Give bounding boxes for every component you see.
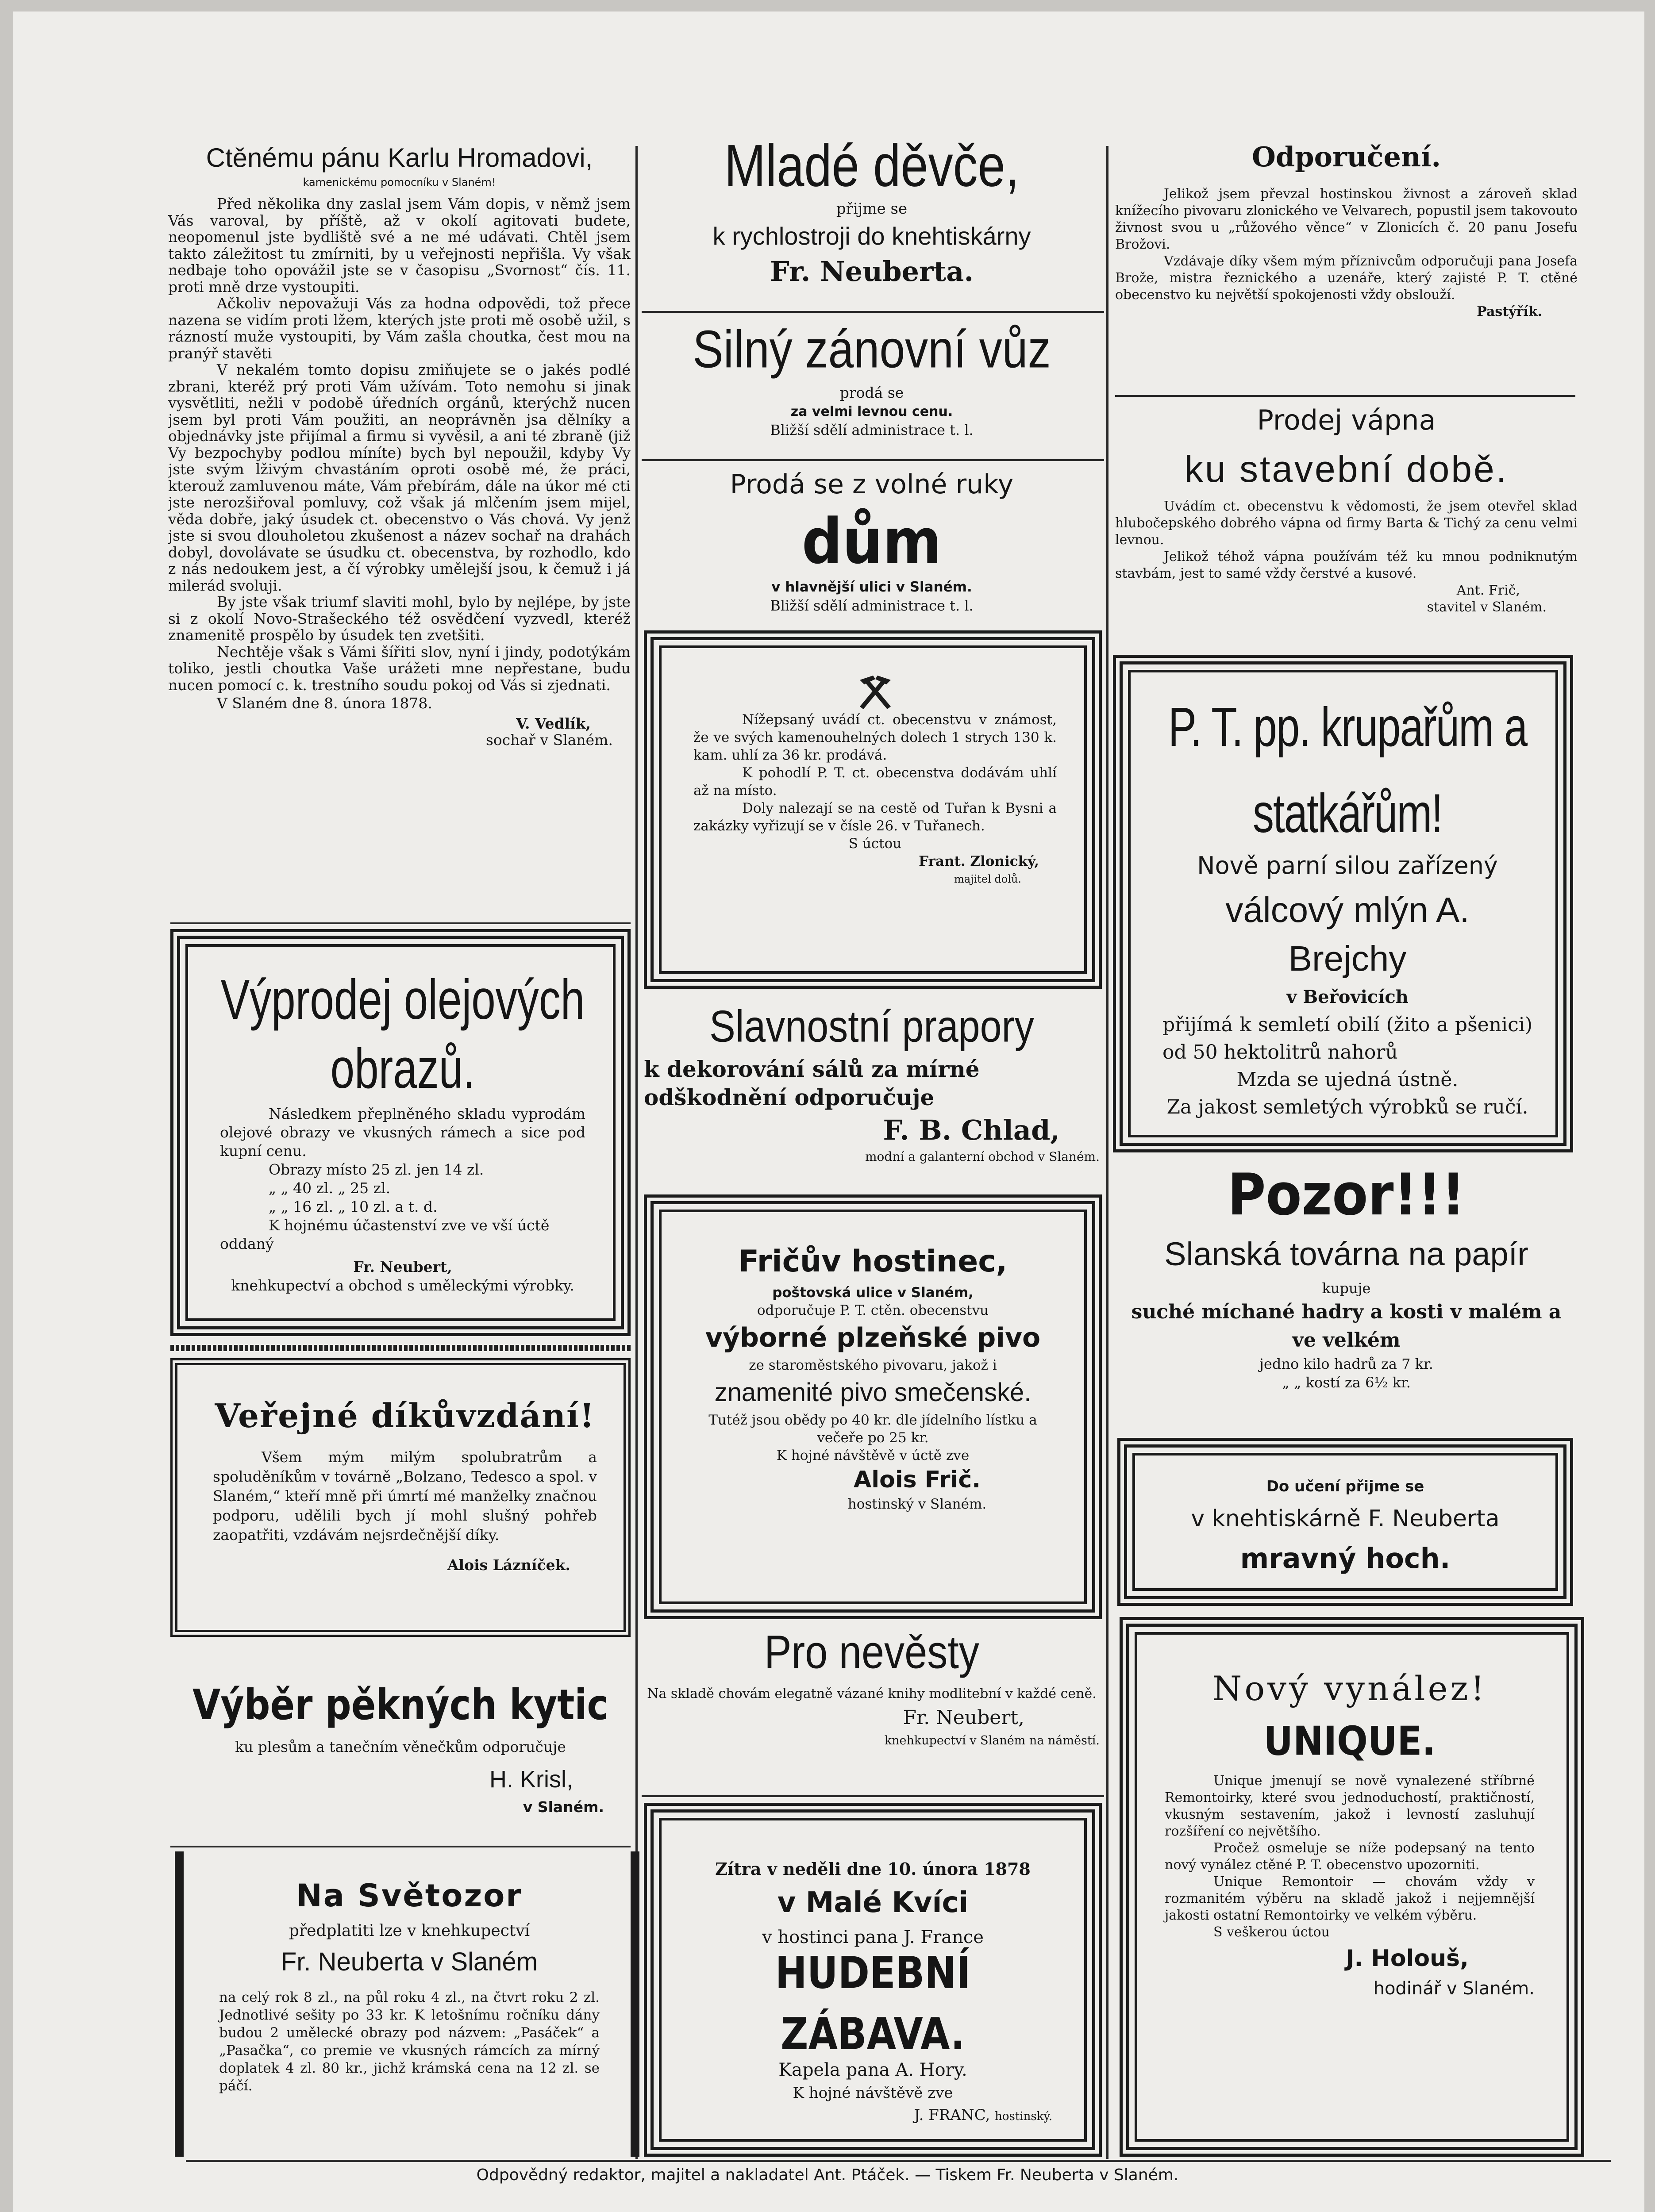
paintings-signature-role: knehkupectví a obchod s uměleckými výrobky. bbox=[231, 1277, 574, 1294]
column-rule-2 bbox=[1106, 146, 1108, 2159]
paintings-closing: K hojnému účastenství zve ve vší úctě oddaný bbox=[220, 1217, 550, 1252]
dance-signature-name: J. FRANC, bbox=[914, 2106, 990, 2124]
lime-signature-role: stavitel v Slaném. bbox=[1427, 599, 1547, 615]
house-title: Prodá se z volné ruky bbox=[730, 469, 1014, 500]
inn-signature: Alois Frič. bbox=[854, 1467, 981, 1493]
coal-greeting: S úctou bbox=[848, 836, 902, 852]
flowers-signature: H. Krisl, bbox=[489, 1766, 573, 1793]
brides-ad bbox=[639, 1624, 1104, 1796]
paintings-price-row: Obrazy místo 25 zl. jen 14 zl. bbox=[269, 1161, 484, 1178]
separator-double bbox=[170, 1345, 631, 1351]
girl-title: Mladé děvče, bbox=[724, 133, 1020, 199]
car-line: prodá se bbox=[839, 384, 904, 401]
mill-line: Nově parní silou zařízený bbox=[1197, 852, 1498, 879]
recommendation-signature: Pastýřík. bbox=[1477, 304, 1542, 319]
paintings-text: Následkem přeplněného skladu vyprodám olejové obrazy ve vkusných rámech a sice pod kupní cenu. bbox=[220, 1105, 585, 1160]
apprentice-line: Do učení přijme se bbox=[1266, 1478, 1424, 1495]
brides-text: Na skladě chovám elegatně vázané knihy modlitební v každé ceně. bbox=[647, 1686, 1097, 1701]
thanks-title: Veřejné díkůvzdání! bbox=[215, 1397, 595, 1435]
lime-text: Jelikož téhož vápna používám též ku mnou podniknutým stavbám, jest to samé vždy čerstvé a kusové. bbox=[1115, 549, 1578, 581]
mill-name: válcový mlýn A. Brejchy bbox=[1225, 890, 1470, 978]
unique-signature: J. Holouš, bbox=[1346, 1945, 1469, 1972]
paintings-price-row: „ „ 40 zl. „ 25 zl. bbox=[269, 1179, 391, 1197]
paintings-title: Výprodej olejových obrazů. bbox=[220, 968, 585, 1100]
svetozor-title: Na Světozor bbox=[296, 1878, 523, 1914]
coal-text: Nížepsaný uvádí ct. obecenstvu v známost, že ve svých kamenouhelných dolech 1 strych 130 k. kam. uhlí za 36 kr. prodává. bbox=[693, 712, 1057, 763]
flowers-text: ku plesům a tanečním věnečkům odporučuje bbox=[235, 1738, 566, 1755]
girl-line: přijme se bbox=[836, 200, 908, 218]
inn-line: Tutéž jsou obědy po 40 kr. dle jídelního lístku a večeře po 25 kr. bbox=[708, 1412, 1037, 1446]
mill-place: v Beřovicích bbox=[1286, 987, 1409, 1007]
unique-brand: UNIQUE. bbox=[1263, 1718, 1436, 1765]
letter-signature: V. Vedlík, bbox=[516, 714, 591, 732]
car-line: za velmi levnou cenu. bbox=[790, 404, 953, 419]
coal-text: K pohodlí P. T. ct. obecenstva dodávám uhlí až na místo. bbox=[693, 765, 1057, 799]
mill-line: přijímá k semletí obilí (žito a pšenici) od 50 hektolitrů nahorů bbox=[1162, 1014, 1532, 1064]
car-ad bbox=[639, 316, 1104, 458]
svetozor-line: předplatiti lze v knehkupectví bbox=[289, 1922, 530, 1940]
unique-greeting: S veškerou úctou bbox=[1213, 1924, 1330, 1940]
letter-paragraph: Nechtěje však s Vámi šířiti slov, nyní i jindy, podotýkám toliko, jestli choutka Vaše urážeti mne nepřestane, budu nucen pomocí c. k. trestního soudu pokoj od Vás si zjednati. bbox=[168, 643, 631, 694]
letter-paragraph: V nekalém tomto dopisu zmiňujete se o jakés podlé zbrani, kteréž prý proti Vám užívám. Toto nemohu si jinak vysvětliti, nežli v podobě úředních orgánů, kterýchž nucen jsem byl proti Vám použiti, an neoprávněn jsa dělníky a objednávky jste přijímal a firmu si vyvěsil, a ani té zbraně (již Vy bezpochyby podlou míníte) bych byl nepoužil, kdyby Vy jste svým lživým chvastáním oproti osobě mé, že práci, kterouž zamluvenou máte, Vám přebírám, dále na úkor mé cti jste nerozšiřoval pomluvy, což však já mlčením jsem mijel, věda dobře, jaký úsudek ct. obecenstvo o Vás chová. Vy jenž jste si svou dlouholetou zkušenost a název sochař na drahách dobyl, dovolávate se úsudku ct. obecenstva, by rozhodlo, kdo z nás nedoukem jest, a čí výrobky umělejší jsou, k čemuž i já milerád svoluji. bbox=[168, 361, 631, 594]
paper-title: Pozor!!! bbox=[1228, 1161, 1465, 1228]
inn-title: Fričův hostinec, bbox=[738, 1244, 1008, 1279]
apprentice-line: v knehtiskárně F. Neuberta bbox=[1191, 1505, 1500, 1532]
lime-title: Prodej vápna bbox=[1257, 404, 1436, 436]
dance-ad bbox=[644, 1803, 1102, 2157]
flowers-ad bbox=[170, 1677, 631, 1845]
recommendation-title: Odporučení. bbox=[1251, 141, 1441, 173]
flags-signature: F. B. Chlad, bbox=[883, 1114, 1060, 1146]
dance-date: Zítra v neděli dne 10. února 1878 bbox=[715, 1859, 1031, 1879]
dance-signature bbox=[685, 2105, 1052, 2126]
separator bbox=[642, 459, 1104, 461]
separator bbox=[1115, 395, 1575, 397]
unique-text: Unique jmenují se nově vynalezené stříbrné Remontoirky, které svou jednoduchostí, praktičností, vkusným sestavením, jakož i levností zasluhují rozšíření co největšího. bbox=[1165, 1773, 1535, 1839]
paintings-price-row: „ „ 16 zl. „ 10 zl. a t. d. bbox=[269, 1198, 438, 1215]
dance-signature-role: hostinský. bbox=[995, 2110, 1052, 2123]
paper-line: kupuje bbox=[1322, 1280, 1371, 1297]
separator bbox=[170, 1846, 631, 1847]
paintings-ad bbox=[170, 929, 631, 1336]
inn-line: poštovská ulice v Slaném, bbox=[772, 1285, 974, 1301]
unique-title: Nový vynález! bbox=[1212, 1669, 1487, 1708]
thanks-ad bbox=[170, 1358, 631, 1637]
recommendation-text: Jelikož jsem převzal hostinskou živnost a zároveň sklad knížecího pivovaru zlonického ve Velvarech, popustil jsem takovouto živnost svou u „růžového věnce“ v Zlonicích č. 20 panu Josefu Brožovi. bbox=[1115, 186, 1578, 252]
car-line: Bližší sdělí administrace t. l. bbox=[770, 422, 974, 438]
flowers-signature-place: v Slaném. bbox=[523, 1798, 604, 1816]
letter-notice bbox=[168, 142, 631, 920]
unique-signature-role: hodinář v Slaném. bbox=[1373, 1978, 1535, 1999]
flowers-title: Výběr pěkných kytic bbox=[192, 1681, 609, 1730]
mill-line: Za jakost semletých výrobků se ručí. bbox=[1166, 1096, 1528, 1118]
svetozor-ad bbox=[175, 1851, 639, 2157]
house-big: dům bbox=[801, 505, 942, 578]
thanks-text: Všem mým milým spolubratrům a spoluděníkům v továrně „Bolzano, Tedesco a spol. v Slaném,“ kteří mně při úmrtí mé manželky značnou podporu, udělili bych jí mohl slušný pohřeb zaopatřiti, vzdávám nejsrdečnější díky. bbox=[213, 1448, 597, 1544]
inn-line: odporučuje P. T. ctěn. obecenstvu bbox=[757, 1302, 989, 1318]
hammer-pick-icon bbox=[693, 671, 1057, 711]
dance-band: Kapela pana A. Hory. bbox=[778, 2060, 967, 2080]
paper-factory-ad bbox=[1115, 1159, 1578, 1433]
inn-beer2: znamenité pivo smečenské. bbox=[714, 1378, 1031, 1407]
flags-title: Slavnostní prapory bbox=[709, 1001, 1034, 1052]
brides-title: Pro nevěsty bbox=[764, 1626, 979, 1678]
flags-signature-role: modní a galanterní obchod v Slaném. bbox=[865, 1149, 1100, 1164]
recommendation-ad bbox=[1115, 133, 1578, 394]
unique-text: Unique Remontoir — chovám vždy v rozmanitém výběru na skladě jakož i nejjemnější jakosti ostatní Remontoirky ve velkém výběru. bbox=[1165, 1874, 1535, 1923]
footer-imprint: Odpovědný redaktor, majitel a nakladatel Ant. Ptáček. — Tiskem Fr. Neuberta v Slaném. bbox=[476, 2166, 1179, 2184]
paper-line: suché míchané hadry a kosti v malém a ve velkém bbox=[1131, 1301, 1562, 1352]
lime-text: Uvádím ct. obecenstvu k vědomosti, že jsem otevřel sklad hlubočepského dobrého vápna od firmy Barta & Tichý za cenu velmi levnou. bbox=[1115, 499, 1578, 548]
dance-place: v Malé Kvíci bbox=[777, 1886, 969, 1919]
inn-beer: výborné plzeňské pivo bbox=[705, 1322, 1041, 1353]
separator bbox=[170, 922, 631, 924]
mill-title: P. T. pp. krupařům a statkářům! bbox=[1168, 696, 1527, 845]
paper-price: „ „ kostí za 6½ kr. bbox=[1282, 1374, 1411, 1391]
separator bbox=[642, 1795, 1104, 1797]
coal-text: Doly nalezají se na cestě od Tuřan k Bysni a zakázky vyřizují se v čísle 26. v Tuřanech. bbox=[693, 800, 1057, 834]
letter-paragraph: Ačkoliv nepovažuji Vás za hodna odpovědi, tož přece nazena se vidím proti lžem, kterých jste proti mě osobě užil, s rázností muže vystoupiti, by Vám zašla choutka, čest mou na pranýř stavěti bbox=[168, 295, 631, 362]
brides-signature-role: knehkupectví v Slaném na náměstí. bbox=[884, 1734, 1100, 1747]
dance-invite: K hojné návštěvě zve bbox=[793, 2084, 953, 2102]
svetozor-bookshop: Fr. Neuberta v Slaném bbox=[281, 1947, 538, 1976]
lime-signature: Ant. Frič, bbox=[1456, 583, 1520, 598]
house-line: Bližší sdělí administrace t. l. bbox=[770, 597, 974, 614]
apprentice-ad bbox=[1117, 1438, 1573, 1606]
letter-paragraph: Před několika dny zaslal jsem Vám dopis, v němž jsem Vás varoval, by příště, až v okolí agitovati budete, neopomenul jste bydliště své a ne mé udávati. Chtěl jsem takto záležitost tu zmírniti, by u veřejnosti nepřišla. Vy však nedbaje toho opovážil jste se v časopisu „Svornost“ čís. 11. proti mně drze vystoupiti. bbox=[168, 195, 631, 296]
girl-name: Fr. Neuberta. bbox=[770, 255, 974, 288]
letter-paragraph: By jste však triumf slaviti mohl, bylo by nejlépe, by jste si z okolí Novo-Strašeckého též osvědčení vyzvedl, kteréž znamenitě prospělo by úsudek ten zvetšiti. bbox=[168, 593, 631, 644]
unique-ad bbox=[1120, 1617, 1584, 2157]
letter-signature-role: sochař v Slaném. bbox=[485, 731, 613, 749]
separator bbox=[642, 311, 1104, 313]
svetozor-text: na celý rok 8 zl., na půl roku 4 zl., na čtvrt roku 2 zl. Jednotlivé sešity po 33 kr. K letošnímu ročníku dány budou 2 umělecké obrazy pod názvem: „Pasáček“ a „Pasačka“, co premie ve vkusných rámcích za mírný doplatek 4 zl. 80 kr., jichž krámská cena na 12 zl. se páčí. bbox=[219, 1989, 600, 2094]
lime-ad bbox=[1115, 398, 1578, 646]
footer-rule bbox=[186, 2160, 1611, 2162]
letter-date: V Slaném dne 8. února 1878. bbox=[217, 695, 432, 712]
car-title: Silný zánovní vůz bbox=[693, 320, 1051, 379]
girl-line: k rychlostroji do knehtiskárny bbox=[712, 222, 1031, 250]
inn-signature-role: hostinský v Slaném. bbox=[847, 1496, 987, 1512]
dance-title: HUDEBNÍ ZÁBAVA. bbox=[775, 1947, 971, 2060]
coal-ad bbox=[644, 630, 1102, 989]
letter-subtitle: kamenickému pomocníku v Slaném! bbox=[303, 176, 496, 188]
brides-signature: Fr. Neubert, bbox=[903, 1706, 1024, 1729]
inn-ad bbox=[644, 1194, 1102, 1619]
mill-line: Mzda se ujedná ústně. bbox=[1236, 1068, 1459, 1091]
flags-text: k dekorování sálů za mírné odškodnění odporučuje bbox=[644, 1056, 980, 1110]
girl-ad bbox=[639, 133, 1104, 310]
house-line: v hlavnější ulici v Slaném. bbox=[771, 579, 972, 595]
thanks-signature: Alois Lázníček. bbox=[447, 1556, 570, 1574]
paper-factory: Slanská továrna na papír bbox=[1164, 1236, 1528, 1272]
house-ad bbox=[639, 462, 1104, 622]
inn-line: K hojné návštěvě v úctě zve bbox=[776, 1448, 970, 1463]
flags-ad bbox=[639, 998, 1104, 1183]
coal-signature: Frant. Zlonický, bbox=[919, 853, 1039, 869]
recommendation-text: Vzdávaje díky všem mým příznivcům odporučuji pana Josefa Brože, mistra řeznického a uzenáře, který zajisté P. T. ctěné obecenstvo ku největší spokojenosti vždy obslouží. bbox=[1115, 253, 1578, 303]
coal-signature-role: majitel dolů. bbox=[954, 873, 1021, 885]
paintings-signature: Fr. Neubert, bbox=[353, 1258, 452, 1275]
paper-price: jedno kilo hadrů za 7 kr. bbox=[1259, 1356, 1433, 1372]
inn-line: ze staroměstského pivovaru, jakož i bbox=[749, 1357, 997, 1373]
dance-inn: v hostinci pana J. France bbox=[762, 1927, 984, 1947]
mill-ad bbox=[1113, 655, 1573, 1152]
letter-title: Ctěnému pánu Karlu Hromadovi, bbox=[206, 143, 593, 173]
apprentice-line: mravný hoch. bbox=[1240, 1542, 1451, 1575]
lime-title2: ku stavební době. bbox=[1184, 448, 1509, 490]
unique-text: Pročež osmeluje se níže podepsaný na tento nový vynález ctěné P. T. obecenstvo upozorniti. bbox=[1165, 1840, 1535, 1873]
